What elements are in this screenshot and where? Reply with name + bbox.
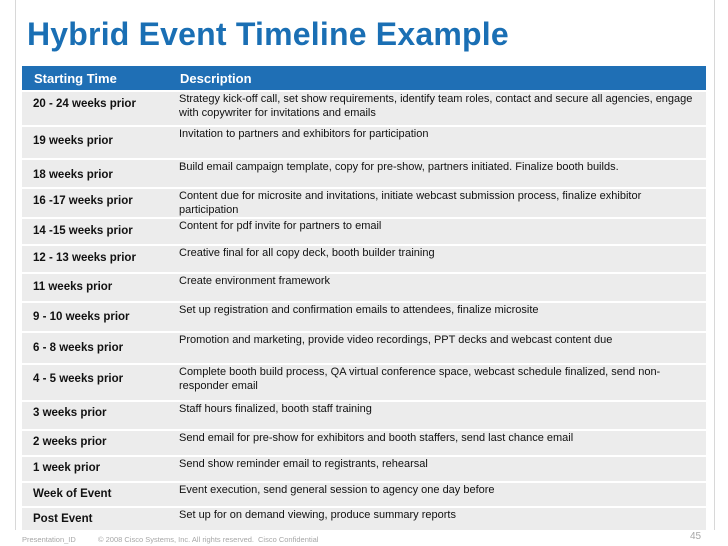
footer-copyright: © 2008 Cisco Systems, Inc. All rights reserved.: [98, 535, 255, 544]
row-time: 16 -17 weeks prior: [33, 195, 133, 207]
row-description: Staff hours finalized, booth staff training: [179, 403, 372, 415]
row-description: Promotion and marketing, provide video recordings, PPT decks and webcast content due: [179, 334, 613, 346]
row-time: 11 weeks prior: [33, 281, 113, 293]
table-row: [22, 301, 706, 331]
table-row: [22, 125, 706, 158]
row-description: Set up for on demand viewing, produce summary reports: [179, 509, 456, 521]
row-description: Event execution, send general session to agency one day before: [179, 484, 495, 496]
row-description: Send show reminder email to registrants, rehearsal: [179, 458, 428, 470]
footer-confidential: Cisco Confidential: [258, 535, 319, 544]
row-description: Content for pdf invite for partners to email: [179, 220, 382, 232]
row-description: Send email for pre-show for exhibitors and booth staffers, send last chance email: [179, 432, 574, 444]
row-time: 1 week prior: [33, 462, 101, 474]
table-row: [22, 363, 706, 400]
row-description: Invitation to partners and exhibitors for participation: [179, 128, 429, 140]
row-time: Week of Event: [33, 488, 112, 500]
row-description: Creative final for all copy deck, booth builder training: [179, 247, 435, 259]
table-row: [22, 455, 706, 481]
row-time: 12 - 13 weeks prior: [33, 252, 136, 264]
row-description: Build email campaign template, copy for pre-show, partners initiated. Finalize booth builds.: [179, 161, 619, 173]
row-time: 4 - 5 weeks prior: [33, 373, 124, 385]
row-time: 18 weeks prior: [33, 169, 113, 181]
table-row: [22, 400, 706, 429]
row-time: 6 - 8 weeks prior: [33, 342, 124, 354]
timeline-table: [22, 66, 706, 530]
table-row: [22, 244, 706, 272]
table-header: [22, 66, 706, 90]
table-row: [22, 187, 706, 217]
header-starting-time: Starting Time: [34, 71, 117, 86]
row-time: 14 -15 weeks prior: [33, 225, 133, 237]
row-time: 19 weeks prior: [33, 135, 113, 147]
row-time: 9 - 10 weeks prior: [33, 311, 130, 323]
table-row: [22, 217, 706, 244]
table-row: [22, 158, 706, 187]
row-time: 3 weeks prior: [33, 407, 107, 419]
footer-presentation-id: Presentation_ID: [22, 535, 76, 544]
table-row: [22, 429, 706, 455]
header-description: Description: [180, 71, 252, 86]
row-time: Post Event: [33, 513, 93, 525]
table-row: [22, 506, 706, 530]
table-row: [22, 481, 706, 506]
row-description: Complete booth build process, QA virtual conference space, webcast schedule finalized, send non-responder email: [179, 366, 661, 392]
page-number: 45: [690, 531, 702, 542]
slide-title: Hybrid Event Timeline Example: [27, 16, 509, 52]
table-row: [22, 272, 706, 301]
row-description: Strategy kick-off call, set show requirements, identify team roles, contact and secure all agencies, engage with copywriter for invitations and emails: [179, 93, 693, 119]
row-time: 20 - 24 weeks prior: [33, 98, 136, 110]
table-row: [22, 331, 706, 363]
row-description: Set up registration and confirmation emails to attendees, finalize microsite: [179, 304, 539, 316]
row-time: 2 weeks prior: [33, 436, 107, 448]
row-description: Create environment framework: [179, 275, 331, 287]
row-description: Content due for microsite and invitations, initiate webcast submission process, finalize exhibitor participation: [179, 190, 642, 216]
table-row: [22, 90, 706, 125]
